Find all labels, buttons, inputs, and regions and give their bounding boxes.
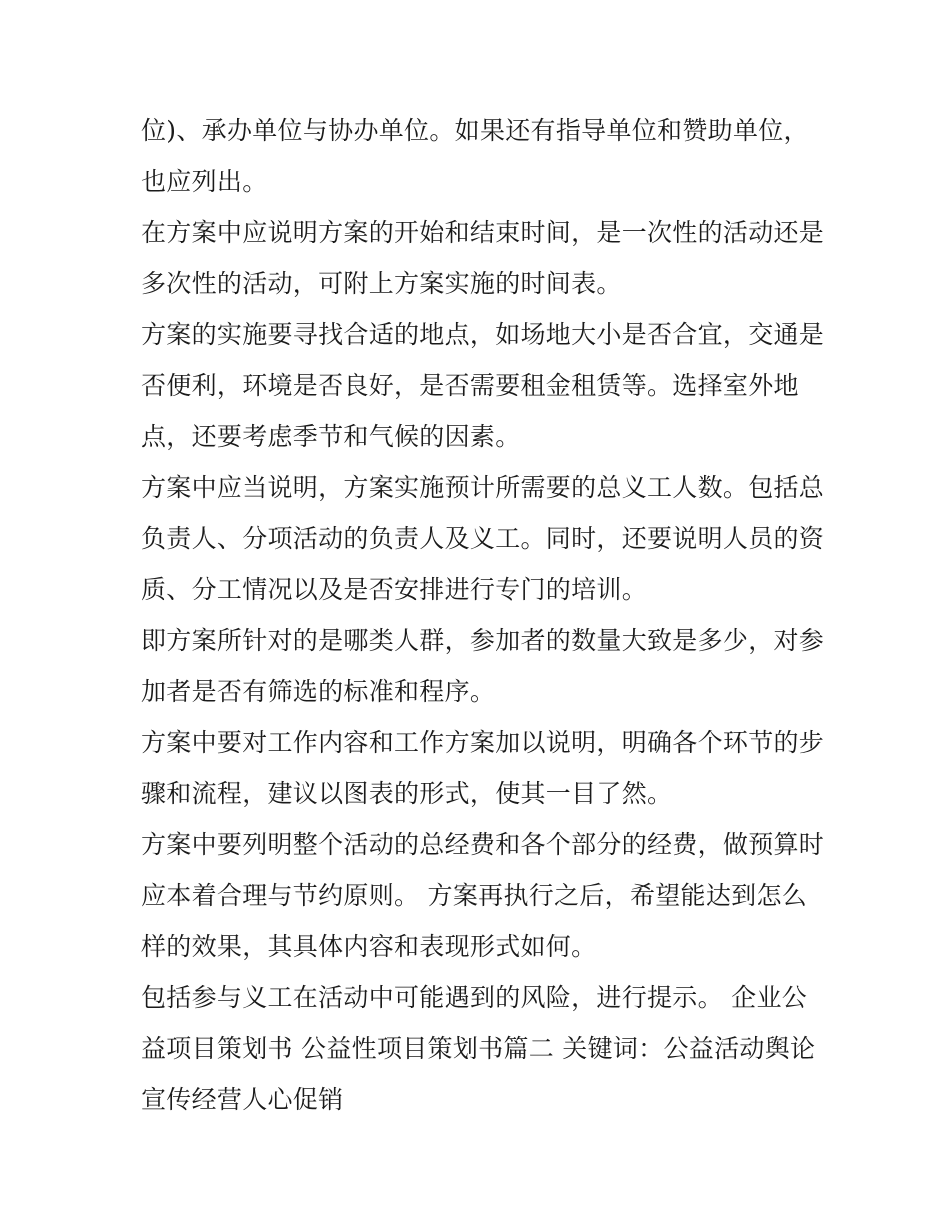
text-line-2: 也应列出。: [141, 167, 268, 196]
text-line-17: 样的效果，其具体内容和表现形式如何。: [141, 932, 597, 961]
text-line-13: 方案中要对工作内容和工作方案加以说明，明确各个环节的步: [141, 728, 825, 757]
text-line-6: 否便利，环境是否良好，是否需要租金租赁等。选择室外地: [141, 371, 799, 400]
text-line-5: 方案的实施要寻找合适的地点，如场地大小是否合宜，交通是: [141, 320, 825, 349]
text-line-15: 方案中要列明整个活动的总经费和各个部分的经费，做预算时: [141, 830, 825, 859]
text-line-19: 益项目策划书 公益性项目策划书篇二 关键词：公益活动舆论: [141, 1034, 816, 1063]
text-line-7: 点，还要考虑季节和气候的因素。: [141, 422, 521, 451]
text-line-18: 包括参与义工在活动中可能遇到的风险，进行提示。 企业公: [141, 983, 808, 1012]
text-line-16: 应本着合理与节约原则。 方案再执行之后，希望能达到怎么: [141, 881, 808, 910]
text-line-1: 位)、承办单位与协办单位。如果还有指导单位和赞助单位，: [141, 116, 809, 145]
text-line-10: 质、分工情况以及是否安排进行专门的培训。: [141, 575, 648, 604]
text-line-8: 方案中应当说明，方案实施预计所需要的总义工人数。包括总: [141, 473, 825, 502]
text-line-12: 加者是否有筛选的标准和程序。: [141, 677, 496, 706]
text-line-9: 负责人、分项活动的负责人及义工。同时，还要说明人员的资: [141, 524, 825, 553]
text-line-3: 在方案中应说明方案的开始和结束时间，是一次性的活动还是: [141, 218, 825, 247]
text-line-14: 骤和流程，建议以图表的形式，使其一目了然。: [141, 779, 673, 808]
text-line-4: 多次性的活动，可附上方案实施的时间表。: [141, 269, 622, 298]
text-line-11: 即方案所针对的是哪类人群，参加者的数量大致是多少，对参: [141, 626, 825, 655]
text-line-20: 宣传经营人心促销: [141, 1085, 344, 1114]
